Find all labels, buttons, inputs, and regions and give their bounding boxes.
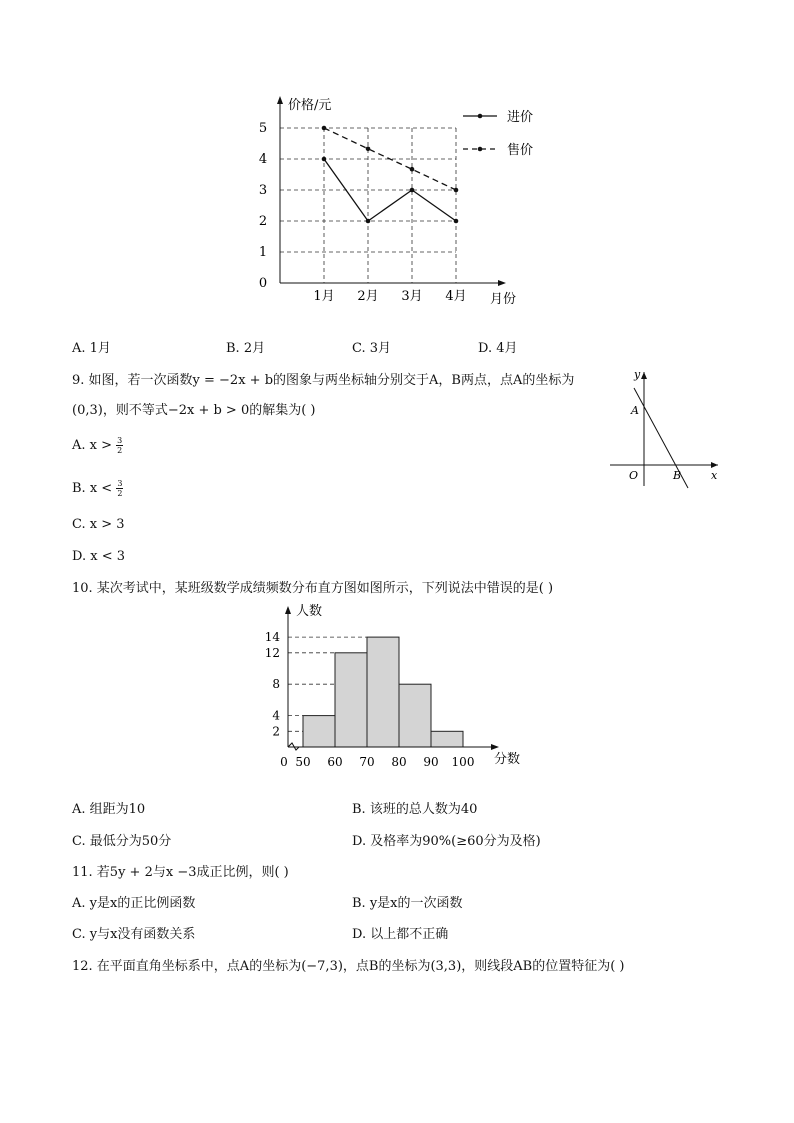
q8-y-tick-label: 4 bbox=[258, 152, 268, 167]
q8-series-sale-point bbox=[410, 167, 415, 172]
q8-series-sale-point bbox=[366, 146, 371, 151]
histogram-y-axis-label: 人数 bbox=[296, 604, 323, 619]
histogram-y-tick-label: 14 bbox=[264, 630, 280, 645]
q9-option-b-text: B. x < bbox=[72, 481, 113, 496]
score-histogram bbox=[255, 598, 535, 776]
q8-option-d[interactable]: D. 4月 bbox=[478, 341, 518, 356]
q8-legend-label: 进价 bbox=[507, 110, 534, 125]
frac-denominator: 2 bbox=[117, 446, 123, 455]
q8-x-tick-label: 4月 bbox=[445, 289, 467, 304]
q8-option-a[interactable]: A. 1月 bbox=[72, 341, 111, 356]
frac-denominator: 2 bbox=[117, 489, 123, 498]
histogram-y-arrow-icon bbox=[285, 606, 291, 614]
q11-stem: 11. 若5y + 2与x −3成正比例，则( ) bbox=[72, 865, 289, 880]
q9-option-b[interactable] bbox=[72, 479, 123, 498]
q8-labels bbox=[259, 97, 516, 307]
q8-legend bbox=[463, 109, 533, 158]
histogram-bars bbox=[303, 637, 463, 747]
q9-label-x: x bbox=[711, 469, 718, 482]
q8-x-axis-label: 月份 bbox=[490, 292, 517, 307]
q8-series bbox=[322, 126, 459, 224]
histogram-x-axis-label: 分数 bbox=[494, 752, 521, 767]
q9-option-c[interactable]: C. x > 3 bbox=[72, 517, 125, 532]
price-line-chart bbox=[255, 92, 545, 312]
q8-y-tick-label: 1 bbox=[258, 245, 268, 260]
q11-option-b[interactable]: B. y是x的一次函数 bbox=[352, 896, 463, 911]
q10-option-b[interactable]: B. 该班的总人数为40 bbox=[352, 802, 478, 817]
q8-series-cost-point bbox=[410, 188, 415, 193]
q11-option-a[interactable]: A. y是x的正比例函数 bbox=[72, 896, 196, 911]
histogram-x-arrow-icon bbox=[491, 744, 499, 750]
q8-series-cost-point bbox=[322, 157, 327, 162]
q8-x-tick-label: 2月 bbox=[357, 289, 379, 304]
q8-x-tick-label: 3月 bbox=[401, 289, 423, 304]
histogram-x-tick-label: 80 bbox=[391, 755, 407, 769]
q9-option-a[interactable] bbox=[72, 436, 123, 455]
histogram-bar bbox=[303, 716, 335, 747]
q10-option-d[interactable]: D. 及格率为90%(≥60分为及格) bbox=[352, 834, 541, 849]
fraction-three-halves bbox=[116, 436, 123, 455]
q9-option-a-text: A. x > bbox=[72, 438, 113, 453]
q9-label-o: O bbox=[629, 469, 639, 482]
q8-x-arrow-icon bbox=[498, 280, 506, 286]
q8-series-cost-point bbox=[454, 219, 459, 224]
frac-numerator: 3 bbox=[117, 436, 123, 445]
q8-y-tick-label: 0 bbox=[258, 276, 268, 291]
histogram-bar bbox=[431, 731, 463, 747]
histogram-y-tick-label: 12 bbox=[264, 645, 280, 660]
histogram-x-tick-label: 100 bbox=[451, 755, 475, 769]
histogram-x-tick-label: 0 bbox=[280, 755, 288, 769]
histogram-x-tick-label: 70 bbox=[359, 755, 375, 769]
q9-stem-line1: 9. 如图，若一次函数y = −2x + b的图象与两坐标轴分别交于A，B两点，点A的坐标为 bbox=[72, 373, 575, 388]
q8-legend-marker bbox=[478, 147, 483, 152]
q9-x-arrow-icon bbox=[711, 462, 718, 468]
q9-function-graph bbox=[608, 366, 723, 491]
histogram-bar bbox=[399, 684, 431, 747]
histogram-y-tick-label: 8 bbox=[272, 677, 280, 692]
q8-x-tick-label: 1月 bbox=[313, 289, 335, 304]
q11-option-d[interactable]: D. 以上都不正确 bbox=[352, 927, 449, 942]
q9-option-d[interactable]: D. x < 3 bbox=[72, 549, 125, 564]
q8-series-sale-point bbox=[322, 126, 327, 131]
q8-option-c[interactable]: C. 3月 bbox=[352, 341, 392, 356]
q11-option-c[interactable]: C. y与x没有函数关系 bbox=[72, 927, 196, 942]
fraction-three-halves bbox=[116, 479, 123, 498]
q10-option-c[interactable]: C. 最低分为50分 bbox=[72, 834, 172, 849]
histogram-x-tick-label: 90 bbox=[423, 755, 439, 769]
q8-y-tick-label: 3 bbox=[258, 183, 268, 198]
q8-axes bbox=[277, 96, 506, 286]
q10-stem: 10. 某次考试中，某班级数学成绩频数分布直方图如图所示，下列说法中错误的是( ) bbox=[72, 581, 554, 596]
q9-stem-line2: (0,3)，则不等式−2x + b > 0的解集为( ) bbox=[72, 403, 316, 418]
q9-label-y: y bbox=[634, 368, 641, 381]
histogram-x-tick-label: 50 bbox=[295, 755, 311, 769]
histogram-y-tick-label: 4 bbox=[272, 708, 280, 723]
q9-y-arrow-icon bbox=[641, 372, 647, 379]
frac-numerator: 3 bbox=[117, 479, 123, 488]
q8-series-sale-point bbox=[454, 188, 459, 193]
q9-label-b: B bbox=[673, 469, 682, 482]
q8-legend-label: 售价 bbox=[507, 143, 534, 158]
q10-option-a[interactable]: A. 组距为10 bbox=[72, 802, 146, 817]
q8-y-axis-label: 价格/元 bbox=[288, 98, 332, 113]
q8-y-tick-label: 2 bbox=[258, 214, 268, 229]
q9-label-a: A bbox=[631, 404, 639, 417]
histogram-y-tick-label: 2 bbox=[272, 724, 280, 739]
q8-y-tick-label: 5 bbox=[258, 121, 268, 136]
q8-option-b[interactable]: B. 2月 bbox=[226, 341, 266, 356]
q8-grid bbox=[280, 128, 456, 283]
histogram-x-tick-label: 60 bbox=[327, 755, 343, 769]
q8-y-arrow-icon bbox=[277, 96, 283, 104]
q8-series-cost-point bbox=[366, 219, 371, 224]
q8-legend-marker bbox=[478, 114, 483, 119]
histogram-bar bbox=[335, 653, 367, 747]
q12-stem: 12. 在平面直角坐标系中，点A的坐标为(−7,3)，点B的坐标为(3,3)，则线段AB的位置特征为( ) bbox=[72, 959, 625, 974]
histogram-bar bbox=[367, 637, 399, 747]
